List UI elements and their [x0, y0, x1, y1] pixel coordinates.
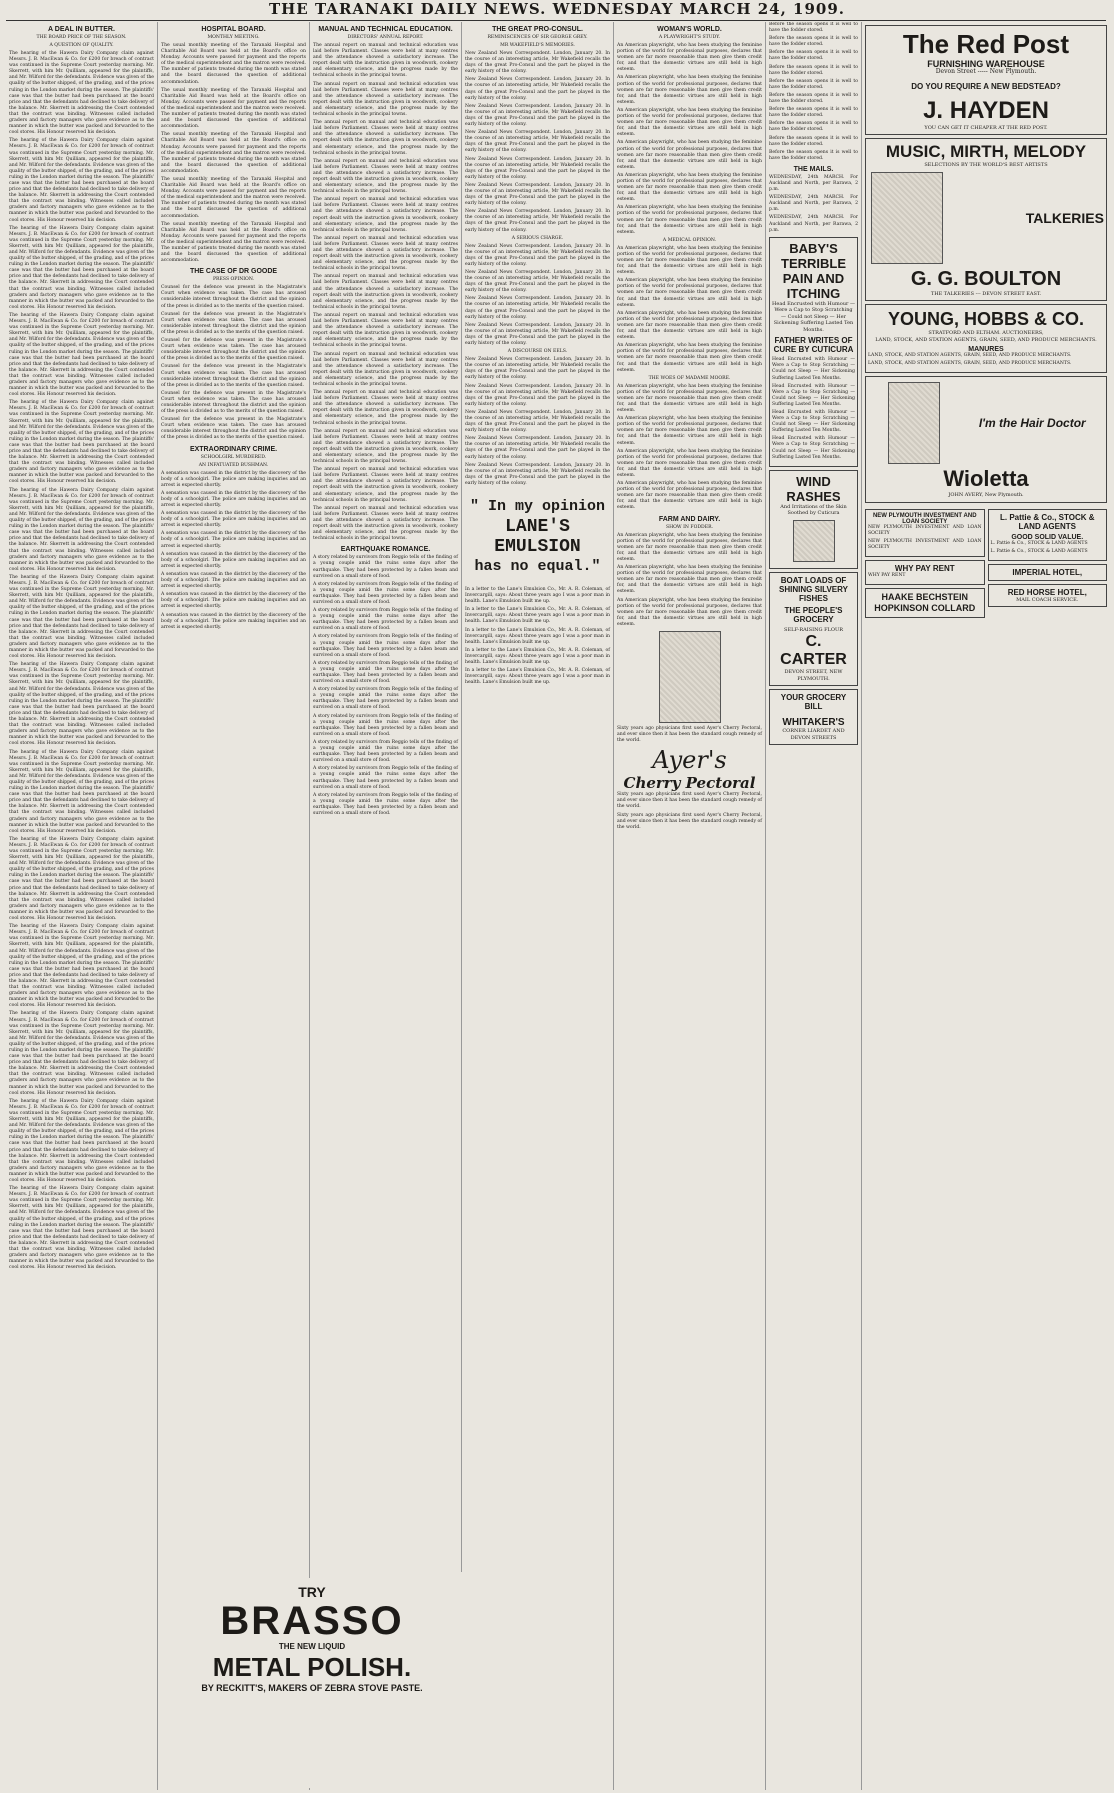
article-body: Counsel for the defence was present in the Magistrate's Court when evidence was taken. The case has aroused considerable interest throughout the district and the opinion of the press is divided as to the merits of the question raised. — [161, 390, 306, 415]
ad-headline: YOUR GROCERY BILL — [780, 693, 847, 712]
article-body: The hearing of the Hawera Dairy Company claim against Messrs. J. B. MacEwan & Co. for £200 for breach of contract was continued in the Supreme Court yesterday morning. Mr. Skerrett, with him Mr. Quilliam, appeared for the plaintiffs, and Mr. Wilford for the defendants. Evidence was given of the quality of the butter shipped, of the grading, and of the prices ruling in the London market during the season. The plaintiffs' case was that the butter had been purchased at the board price and that the defendants had declined to take delivery of the balance. Mr. Skerrett in addressing the Court contended that the contract was binding. Witnesses called included graders and factory managers who gave evidence as to the manner in which the butter was packed and forwarded to the cool stores. His Honour reserved his decision. — [9, 1098, 154, 1183]
article-body: The annual report on manual and technical education was laid before Parliament. Classes were held at many centres and the attendance showed a satisfactory increase. The report dealt with the instruction given in woodwork, cookery and elementary science, and the progress made by the technical schools in the principal towns. — [313, 467, 458, 503]
article-body: Before the season opens it is well to have the fodder stored. — [769, 36, 858, 48]
article-body: Counsel for the defence was present in the Magistrate's Court when evidence was taken. The case has aroused considerable interest throughout the district and the opinion of the press is divided as to the merits of the question raised. — [161, 311, 306, 335]
pay-rent-ad — [865, 560, 985, 585]
ad-wioletta: Wioletta — [943, 466, 1029, 492]
article-body: An American playwright, who has been studying the feminine portion of the world for professional purposes, declares that women are far more reasonable than men give them credit for, and that the domestic virtues are still held in high esteem. — [617, 43, 762, 73]
ad-quote-line: " In my opinion — [469, 498, 606, 515]
article-subheading: A DISCOURSE ON EELS. — [507, 349, 568, 355]
article-body: New Zealand News Correspondent. London, January 20. In the course of an interesting article, Mr Wakefield recalls the days of the great Pro-Consul and the part he played in the early history of the colony. — [465, 130, 610, 154]
article-body: Sixty years ago physicians first used Ayer's Cherry Pectoral, and ever since then it has been the standard cough remedy of the world. — [617, 792, 762, 810]
wind-rashes-ad — [769, 470, 858, 569]
cuticura-ad — [769, 237, 858, 467]
ad-boulton: G. G. BOULTON — [910, 267, 1062, 290]
ad-red-post-title: The Red Post — [902, 29, 1070, 59]
article-body: Counsel for the defence was present in the Magistrate's Court when evidence was taken. The case has aroused considerable interest throughout the district and the opinion of the press is divided as to the merits of the question raised. — [161, 417, 306, 441]
ad-subtext: Head Encrusted with Humour — Were a Cap to Stop Scratching — Could not Sleep — Her Sickening Suffering Lasted Ten Months. — [772, 300, 855, 333]
article-body: An American playwright, who has been studying the feminine portion of the world for professional purposes, declares that women are far more reasonable than men give them credit for, and that the domestic virtues are still held in high esteem. — [617, 416, 762, 446]
article-heading: THE MAILS. — [793, 165, 834, 173]
article-body: An American playwright, who has been studying the feminine portion of the world for professional purposes, declares that women are far more reasonable than men give them credit for, and that the domestic virtues are still held in high esteem. — [617, 75, 762, 105]
article-body: An American playwright, who has been studying the feminine portion of the world for professional purposes, declares that women are far more reasonable than men give them credit for, and that the domestic virtues are still held in high esteem. — [617, 140, 762, 170]
article-subheading: A QUESTION OF QUALITY. — [49, 43, 114, 48]
article-body: New Zealand News Correspondent. London, January 20. In the course of an interesting article, Mr Wakefield recalls the days of the great Pro-Consul and the part he played in the early history of the colony. — [465, 383, 610, 407]
article-body: Counsel for the defence was present in the Magistrate's Court when evidence was taken. The case has aroused considerable interest throughout the district and the opinion of the press is divided as to the merits of the question raised. — [161, 364, 306, 388]
article-body: The hearing of the Hawera Dairy Company claim against Messrs. J. B. MacEwan & Co. for £200 for breach of contract was continued in the Supreme Court yesterday morning. Mr. Skerrett, with him Mr. Quilliam, appeared for the plaintiffs, and Mr. Wilford for the defendants. Evidence was given of the quality of the butter shipped, of the grading, and of the prices ruling in the London market during the season. The plaintiffs' case was that the butter had been purchased at the board price and that the defendants had declined to take delivery of the balance. Mr. Skerrett in addressing the Court contended that the contract was binding. Witnesses called included graders and factory managers who gave evidence as to the manner in which the butter was packed and forwarded to the cool stores. His Honour reserved his decision. — [9, 749, 154, 834]
article-body: A sensation was caused in the district by the discovery of the body of a schoolgirl. The police are making inquiries and an arrest is expected shortly. — [161, 531, 306, 549]
article-body: A story related by survivors from Reggio tells of the finding of a young couple amid the ruins some days after the earthquake. They had been protected by a fallen beam and survived on a small store of food. — [313, 555, 458, 579]
wioletta-ad — [865, 376, 1107, 503]
article-body: Before the season opens it is well to have the fodder stored. — [769, 50, 858, 62]
lanes-emulsion-ad — [465, 497, 610, 577]
article-body: The hearing of the Hawera Dairy Company claim against Messrs. J. B. MacEwan & Co. for £200 for breach of contract was continued in the Supreme Court yesterday morning. Mr. Skerrett, with him Mr. Quilliam, appeared for the plaintiffs, and Mr. Wilford for the defendants. Evidence was given of the quality of the butter shipped, of the grading, and of the prices ruling in the London market during the season. The plaintiffs' case was that the butter had been purchased at the board price and that the defendants had declined to take delivery of the balance. Mr. Skerrett in addressing the Court contended that the contract was binding. Witnesses called included graders and factory managers who gave evidence as to the manner in which the butter was packed and forwarded to the cool stores. His Honour reserved his decision. — [9, 924, 154, 1009]
red-post-ad — [865, 25, 1107, 135]
article-body: New Zealand News Correspondent. London, January 20. In the course of an interesting article, Mr Wakefield recalls the days of the great Pro-Consul and the part he played in the early history of the colony. — [465, 51, 610, 75]
article-body: New Zealand News Correspondent. London, January 20. In the course of an interesting article, Mr Wakefield recalls the days of the great Pro-Consul and the part he played in the early history of the colony. — [465, 156, 610, 180]
article-body: L. Pattie & Co., STOCK & LAND AGENTS — [990, 540, 1088, 546]
ad-address: CORNER LIARDET AND DEVON STREETS — [782, 728, 845, 741]
article-body: New Zealand News Correspondent. London, January 20. In the course of an interesting article, Mr Wakefield recalls the days of the great Pro-Consul and the part he played in the early history of the colony. — [465, 462, 610, 486]
article-body: NEW PLYMOUTH INVESTMENT AND LOAN SOCIETY — [868, 538, 982, 550]
article-body: The annual report on manual and technical education was laid before Parliament. Classes were held at many centres and the attendance showed a satisfactory increase. The report dealt with the instruction given in woodwork, cookery and elementary science, and the progress made by the technical schools in the principal towns. — [313, 81, 458, 118]
article-body: Head Encrusted with Humour — Were a Cap to Stop Scratching — Could not Sleep — Her Sickening Suffering Lasted Ten Months. — [772, 383, 855, 407]
ad-subtext: LAND, STOCK, AND STATION AGENTS, GRAIN, SEED, AND PRODUCE MERCHANTS. — [875, 336, 1097, 343]
article-body: An American playwright, who has been studying the feminine portion of the world for professional purposes, declares that women are far more reasonable than men give them credit for, and that the domestic virtues are still held in high esteem. — [617, 481, 762, 511]
ad-headline: L. Pattie & Co., STOCK & LAND AGENTS — [999, 512, 1095, 531]
article-body: A story related by survivors from Reggio tells of the finding of a young couple amid the ruins some days after the earthquake. They had been protected by a fallen beam and survived on a small store of food. — [313, 581, 458, 605]
ad-quote-line: LANE'S — [505, 517, 570, 537]
ad-metal-polish: METAL POLISH. — [212, 1652, 412, 1682]
column-mails-and-ads — [766, 22, 862, 1790]
article-body: The hearing of the Hawera Dairy Company claim against Messrs. J. B. MacEwan & Co. for £200 for breach of contract was continued in the Supreme Court yesterday morning. Mr. Skerrett, with him Mr. Quilliam, appeared for the plaintiffs, and Mr. Wilford for the defendants. Evidence was given of the quality of the butter shipped, of the grading, and of the prices ruling in the London market during the season. The plaintiffs' case was that the butter had been purchased at the board price and that the defendants had declined to take delivery of the balance. Mr. Skerrett in addressing the Court contended that the contract was binding. Witnesses called included graders and factory managers who gave evidence as to the manner in which the butter was packed and forwarded to the cool stores. His Honour reserved his decision. — [9, 1011, 154, 1096]
article-body: The usual monthly meeting of the Taranaki Hospital and Charitable Aid Board was held at the Board's office on Monday. Accounts were passed for payment and the reports of the medical superintendent and the matron were received. The number of patients treated during the month was stated and the board discussed the question of additional accommodation. — [161, 176, 306, 219]
article-body: The hearing of the Hawera Dairy Company claim against Messrs. J. B. MacEwan & Co. for £200 for breach of contract was continued in the Supreme Court yesterday morning. Mr. Skerrett, with him Mr. Quilliam, appeared for the plaintiffs, and Mr. Wilford for the defendants. Evidence was given of the quality of the butter shipped, of the grading, and of the prices ruling in the London market during the season. The plaintiffs' case was that the butter had been purchased at the board price and that the defendants had declined to take delivery of the balance. Mr. Skerrett in addressing the Court contended that the contract was binding. Witnesses called included graders and factory managers who gave evidence as to the manner in which the butter was packed and forwarded to the cool stores. His Honour reserved his decision. — [9, 225, 154, 310]
article-body: Sixty years ago physicians first used Ayer's Cherry Pectoral, and ever since then it has been the standard cough remedy of the world. — [617, 812, 762, 830]
article-body: A story related by survivors from Reggio tells of the finding of a young couple amid the ruins some days after the earthquake. They had been protected by a fallen beam and survived on a small store of food. — [313, 687, 458, 711]
article-body: In a letter to the Lane's Emulsion Co., Mr. A. R. Coleman, of Invercargill, says: About three years ago I was a poor man in health. Lane's Emulsion built me up. — [465, 668, 610, 686]
column-great-pro-consul — [462, 22, 614, 1790]
article-body: Before the season opens it is well to have the fodder stored. — [769, 64, 858, 76]
article-body: The annual report on manual and technical education was laid before Parliament. Classes were held at many centres and the attendance showed a satisfactory increase. The report dealt with the instruction given in woodwork, cookery and elementary science, and the progress made by the technical schools in the principal towns. — [313, 428, 458, 465]
ad-headline: HAAKE BECHSTEIN HOPKINSON COLLARD — [874, 592, 976, 614]
article-body: The annual report on manual and technical education was laid before Parliament. Classes were held at many centres and the attendance showed a satisfactory increase. The report dealt with the instruction given in woodwork, cookery and elementary science, and the progress made by the technical schools in the principal towns. — [313, 158, 458, 195]
edison-portrait — [871, 172, 943, 264]
article-body: In a letter to the Lane's Emulsion Co., Mr. A. R. Coleman, of Invercargill, says: About three years ago I was a poor man in health. Lane's Emulsion built me up. — [465, 587, 610, 605]
grocery-ad — [769, 572, 858, 687]
article-subheading: DIRECTORS' ANNUAL REPORT. — [347, 35, 424, 40]
article-body: New Zealand News Correspondent. London, January 20. In the course of an interesting article, Mr Wakefield recalls the days of the great Pro-Consul and the part he played in the early history of the colony. — [465, 77, 610, 101]
article-body: An American playwright, who has been studying the feminine portion of the world for professional purposes, declares that women are far more reasonable than men give them credit for, and that the domestic virtues are still held in high esteem. — [617, 343, 762, 373]
article-body: New Zealand News Correspondent. London, January 20. In the course of an interesting article, Mr Wakefield recalls the days of the great Pro-Consul and the part he played in the early history of the colony. — [465, 409, 610, 434]
article-heading: THE CASE OF DR GOODE — [189, 268, 278, 276]
article-body: New Zealand News Correspondent. London, January 20. In the course of an interesting article, Mr Wakefield recalls the days of the great Pro-Consul and the part he played in the early history of the colony. — [465, 209, 610, 233]
masthead: THE TARANAKI DAILY NEWS. WEDNESDAY MARCH 24, 1909. — [268, 0, 846, 18]
article-body: Before the season opens it is well to have the fodder stored. — [769, 149, 858, 161]
article-body: Before the season opens it is well to have the fodder stored. — [769, 78, 858, 90]
wind-rashes-illustration — [793, 520, 835, 562]
article-body: The annual report on manual and technical education was laid before Parliament. Classes were held at many centres and the attendance showed a satisfactory increase. The report dealt with the instruction given in woodwork, cookery and elementary science, and the progress made by the technical schools in the principal towns. — [313, 274, 458, 310]
article-body: In a letter to the Lane's Emulsion Co., Mr. A. R. Coleman, of Invercargill, says: About three years ago I was a poor man in health. Lane's Emulsion built me up. — [465, 607, 610, 625]
ad-maker: BY RECKITT'S, MAKERS OF ZEBRA STOVE PASTE. — [201, 1683, 423, 1693]
ad-headline: WHY PAY RENT — [894, 564, 955, 574]
article-body: A sensation was caused in the district by the discovery of the body of a schoolgirl. The police are making inquiries and an arrest is expected shortly. — [161, 551, 306, 569]
investment-society-ad — [865, 509, 985, 557]
article-heading: MANUAL AND TECHNICAL EDUCATION. — [318, 26, 453, 33]
ad-quote-line: has no equal." — [474, 558, 601, 575]
ad-young-hobbs: YOUNG, HOBBS & CO. — [887, 309, 1084, 329]
article-subheading: SHOW IN FODDER. — [666, 524, 713, 530]
article-body: A story related by survivors from Reggio tells of the finding of a young couple amid the ruins some days after the earthquake. They had been protected by a fallen beam and survived on a small store of food. — [313, 713, 458, 737]
article-body: The hearing of the Hawera Dairy Company claim against Messrs. J. B. MacEwan & Co. for £200 for breach of contract was continued in the Supreme Court yesterday morning. Mr. Skerrett, with him Mr. Quilliam, appeared for the plaintiffs, and Mr. Wilford for the defendants. Evidence was given of the quality of the butter shipped, of the grading, and of the prices ruling in the London market during the season. The plaintiffs' case was that the butter had been purchased at the board price and that the defendants had declined to take delivery of the balance. Mr. Skerrett in addressing the Court contended that the contract was binding. Witnesses called included graders and factory managers who gave evidence as to the manner in which the butter was packed and forwarded to the cool stores. His Honour reserved his decision. — [9, 138, 154, 223]
ad-tagline: THE NEW LIQUID — [278, 1642, 346, 1651]
article-subheading: AN INFATUATED BUSHMAN. — [198, 462, 269, 468]
article-subheading: THE WOES OF MADAME MOORE. — [648, 375, 731, 381]
ad-headline: WIND RASHES — [786, 473, 841, 504]
article-body: In a letter to the Lane's Emulsion Co., Mr. A. R. Coleman, of Invercargill, says: About three years ago I was a poor man in health. Lane's Emulsion built me up. — [465, 647, 610, 666]
imperial-hotel-ad — [988, 564, 1108, 581]
article-body: The hearing of the Hawera Dairy Company claim against Messrs. J. B. MacEwan & Co. for £200 for breach of contract was continued in the Supreme Court yesterday morning. Mr. Skerrett, with him Mr. Quilliam, appeared for the plaintiffs, and Mr. Wilford for the defendants. Evidence was given of the quality of the butter shipped, of the grading, and of the prices ruling in the London market during the season. The plaintiffs' case was that the butter had been purchased at the board price and that the defendants had declined to take delivery of the balance. Mr. Skerrett in addressing the Court contended that the contract was binding. Witnesses called included graders and factory managers who gave evidence as to the manner in which the butter was packed and forwarded to the cool stores. His Honour reserved his decision. — [9, 662, 154, 747]
article-body: The hearing of the Hawera Dairy Company claim against Messrs. J. B. MacEwan & Co. for £200 for breach of contract was continued in the Supreme Court yesterday morning. Mr. Skerrett, with him Mr. Quilliam, appeared for the plaintiffs, and Mr. Wilford for the defendants. Evidence was given of the quality of the butter shipped, of the grading, and of the prices ruling in the London market during the season. The plaintiffs' case was that the butter had been purchased at the board price and that the defendants had declined to take delivery of the balance. Mr. Skerrett in addressing the Court contended that the contract was binding. Witnesses called included graders and factory managers who gave evidence as to the manner in which the butter was packed and forwarded to the cool stores. His Honour reserved his decision. — [9, 487, 154, 572]
column-advertisements — [862, 22, 1110, 1790]
ad-carter: C. CARTER — [780, 633, 847, 669]
article-body: A story related by survivors from Reggio tells of the finding of a young couple amid the ruins some days after the earthquake. They had been protected by a fallen beam and survived on a small store of food. — [313, 739, 458, 764]
ad-subtext: JOHN AVERY, New Plymouth. — [948, 492, 1024, 499]
article-body: LAND, STOCK, AND STATION AGENTS, GRAIN, SEED, AND PRODUCE MERCHANTS. — [868, 353, 1072, 358]
ad-talkeries: TALKERIES — [1025, 209, 1104, 226]
article-body: Before the season opens it is well to have the fodder stored. — [769, 135, 858, 147]
article-body: A story related by survivors from Reggio tells of the finding of a young couple amid the ruins some days after the earthquake. They had been protected by a fallen beam and survived on a small store of food. — [313, 792, 458, 816]
article-body: New Zealand News Correspondent. London, January 20. In the course of an interesting article, Mr Wakefield recalls the days of the great Pro-Consul and the part he played in the early history of the colony. — [465, 436, 610, 460]
ad-headline: BOAT LOADS OF SHINING SILVERY FISHES — [779, 575, 848, 603]
column-hospital-board — [158, 22, 310, 1790]
ad-subtext: THE TALKERIES --- DEVON STREET EAST. — [930, 290, 1042, 297]
young-hobbs-ad — [865, 304, 1107, 373]
article-body: Head Encrusted with Humour — Were a Cap to Stop Scratching — Could not Sleep — Her Sickening Suffering Lasted Ten Months. — [772, 357, 855, 381]
article-body: New Zealand News Correspondent. London, January 20. In the course of an interesting article, Mr Wakefield recalls the days of the great Pro-Consul and the part he played in the early history of the colony. — [465, 182, 610, 207]
article-heading: EXTRAORDINARY CRIME. — [189, 445, 278, 453]
article-body: New Zealand News Correspondent. London, January 20. In the course of an interesting article, Mr Wakefield recalls the days of the great Pro-Consul and the part he played in the early history of the colony. — [465, 270, 610, 294]
ad-headline: RED HORSE HOTEL, — [1007, 587, 1087, 597]
left-ads — [865, 506, 985, 621]
article-body: The annual report on manual and technical education was laid before Parliament. Classes were held at many centres and the attendance showed a satisfactory increase. The report dealt with the instruction given in woodwork, cookery and elementary science, and the progress made by the technical schools in the principal towns. — [313, 351, 458, 387]
article-body: The annual report on manual and technical education was laid before Parliament. Classes were held at many centres and the attendance showed a satisfactory increase. The report dealt with the instruction given in woodwork, cookery and elementary science, and the progress made by the technical schools in the principal towns. — [313, 120, 458, 156]
article-body: The hearing of the Hawera Dairy Company claim against Messrs. J. B. MacEwan & Co. for £200 for breach of contract was continued in the Supreme Court yesterday morning. Mr. Skerrett, with him Mr. Quilliam, appeared for the plaintiffs, and Mr. Wilford for the defendants. Evidence was given of the quality of the butter shipped, of the grading, and of the prices ruling in the London market during the season. The plaintiffs' case was that the butter had been purchased at the board price and that the defendants had declined to take delivery of the balance. Mr. Skerrett in addressing the Court contended that the contract was binding. Witnesses called included graders and factory managers who gave evidence as to the manner in which the butter was packed and forwarded to the cool stores. His Honour reserved his decision. — [9, 574, 154, 660]
article-heading: WOMAN'S WORLD. — [657, 26, 722, 33]
ad-subtext: YOU CAN GET IT CHEAPER AT THE RED POST. — [924, 124, 1048, 131]
ad-hayden: J. HAYDEN — [923, 96, 1049, 124]
brasso-advertisement — [162, 1578, 462, 1788]
ad-subtext: And Irritations of the Skin Soothed by Cuticura — [780, 503, 847, 517]
ad-hair-doctor: I'm the Hair Doctor — [978, 416, 1086, 431]
article-body: A story related by survivors from Reggio tells of the finding of a young couple amid the ruins some days after the earthquake. They had been protected by a fallen beam and survived on a small store of food. — [313, 766, 458, 790]
article-subheading: A SERIOUS CHARGE. — [511, 235, 564, 241]
article-subheading: PRESS OPINION. — [212, 277, 255, 283]
article-subheading: A PLAYWRIGHT'S STUDY. — [658, 35, 721, 40]
article-heading: THE GREAT PRO-CONSUL. — [492, 26, 583, 33]
ad-brasso-brand: BRASSO — [220, 1599, 404, 1643]
article-body: New Zealand News Correspondent. London, January 20. In the course of an interesting article, Mr Wakefield recalls the days of the great Pro-Consul and the part he played in the early history of the colony. — [465, 322, 610, 347]
piano-ad — [865, 588, 985, 618]
article-body: An American playwright, who has been studying the feminine portion of the world for professional purposes, declares that women are far more reasonable than men give them credit for, and that the domestic virtues are still held in high esteem. — [617, 278, 762, 308]
article-body: Counsel for the defence was present in the Magistrate's Court when evidence was taken. The case has aroused considerable interest throughout the district and the opinion of the press is divided as to the merits of the question raised. — [161, 338, 306, 362]
ad-headline: MUSIC, MIRTH, MELODY — [885, 142, 1087, 161]
article-subheading: MR WAKEFIELD'S MEMORIES. — [500, 43, 575, 48]
masthead-rule — [6, 20, 1106, 21]
article-heading: HOSPITAL BOARD. — [201, 26, 266, 33]
article-body: The annual report on manual and technical education was laid before Parliament. Classes were held at many centres and the attendance showed a satisfactory increase. The report dealt with the instruction given in woodwork, cookery and elementary science, and the progress made by the technical schools in the principal towns. — [313, 235, 458, 272]
article-body: The usual monthly meeting of the Taranaki Hospital and Charitable Aid Board was held at the Board's office on Monday. Accounts were passed for payment and the reports of the medical superintendent and the matron were received. The number of patients treated during the month was stated and the board discussed the question of additional accommodation. — [161, 221, 306, 264]
article-body: New Zealand News Correspondent. London, January 20. In the course of an interesting article, Mr Wakefield recalls the days of the great Pro-Consul and the part he played in the early history of the colony. — [465, 103, 610, 128]
ad-subtitle: FURNISHING WAREHOUSE — [927, 59, 1045, 69]
article-body: A sensation was caused in the district by the discovery of the body of a schoolgirl. The police are making inquiries and an arrest is expected shortly. — [161, 511, 306, 529]
ad-headline: PAIN AND ITCHING — [782, 270, 845, 301]
column-technical-education — [310, 22, 462, 1572]
ad-headline: BABY'S TERRIBLE — [781, 240, 846, 271]
article-body: A sensation was caused in the district by the discovery of the body of a schoolgirl. The police are making inquiries and an arrest is expected shortly. — [161, 490, 306, 508]
article-body: An American playwright, who has been studying the feminine portion of the world for professional purposes, declares that women are far more reasonable than men give them credit for, and that the domestic virtues are still held in high esteem. — [617, 245, 762, 276]
right-ads — [988, 506, 1108, 621]
tonic-bottle-illustration — [888, 382, 940, 464]
pattie-ad — [988, 509, 1108, 561]
ad-subtext: MAIL COACH SERVICE. — [1016, 596, 1079, 603]
article-subheading: A MEDICAL OPINION. — [662, 237, 717, 243]
article-heading: EARTHQUAKE ROMANCE. — [340, 546, 431, 554]
article-body: An American playwright, who has been studying the feminine portion of the world for professional purposes, declares that women are far more reasonable than men give them credit for, and that the domestic virtues are still held in high esteem. — [617, 205, 762, 235]
ad-subheadline: FATHER WRITES OF CURE BY CUTICURA — [773, 336, 854, 355]
article-subheading: SCHOOLGIRL MURDERED. — [200, 454, 267, 460]
article-body: New Zealand News Correspondent. London, January 20. In the course of an interesting article, Mr Wakefield recalls the days of the great Pro-Consul and the part he played in the early history of the colony. — [465, 296, 610, 320]
article-heading: A DEAL IN BUTTER. — [48, 26, 115, 33]
ad-quote-line: EMULSION — [494, 537, 581, 557]
article-body: A sensation was caused in the district by the discovery of the body of a schoolgirl. The police are making inquiries and an arrest is expected shortly. — [161, 612, 306, 630]
article-body: LAND, STOCK, AND STATION AGENTS, GRAIN, SEED, AND PRODUCE MERCHANTS. — [868, 361, 1072, 367]
article-body: The usual monthly meeting of the Taranaki Hospital and Charitable Aid Board was held at the Board's office on Monday. Accounts were passed for payment and the reports of the medical superintendent and the matron were received. The number of patients treated during the month was stated and the board discussed the question of additional accommodation. — [161, 43, 306, 85]
article-body: The hearing of the Hawera Dairy Company claim against Messrs. J. B. MacEwan & Co. for £200 for breach of contract was continued in the Supreme Court yesterday morning. Mr. Skerrett, with him Mr. Quilliam, appeared for the plaintiffs, and Mr. Wilford for the defendants. Evidence was given of the quality of the butter shipped, of the grading, and of the prices ruling in the London market during the season. The plaintiffs' case was that the butter had been purchased at the board price and that the defendants had declined to take delivery of the balance. Mr. Skerrett in addressing the Court contended that the contract was binding. Witnesses called included graders and factory managers who gave evidence as to the manner in which the butter was packed and forwarded to the cool stores. His Honour reserved his decision. — [9, 312, 154, 398]
ad-address: Devon Street ----- New Plymouth. — [935, 68, 1037, 75]
ad-manures: MANURES — [968, 346, 1004, 353]
article-body: Before the season opens it is well to have the fodder stored. — [769, 22, 858, 34]
article-body: A sensation was caused in the district by the discovery of the body of a schoolgirl. The police are making inquiries and an arrest is expected shortly. — [161, 571, 306, 590]
article-body: The hearing of the Hawera Dairy Company claim against Messrs. J. B. MacEwan & Co. for £200 for breach of contract was continued in the Supreme Court yesterday morning. Mr. Skerrett, with him Mr. Quilliam, appeared for the plaintiffs, and Mr. Wilford for the defendants. Evidence was given of the quality of the butter shipped, of the grading, and of the prices ruling in the London market during the season. The plaintiffs' case was that the butter had been purchased at the board price and that the defendants had declined to take delivery of the balance. Mr. Skerrett in addressing the Court contended that the contract was binding. Witnesses called included graders and factory managers who gave evidence as to the manner in which the butter was packed and forwarded to the cool stores. His Honour reserved his decision. — [9, 51, 154, 136]
ad-question: DO YOU REQUIRE A NEW BEDSTEAD? — [911, 81, 1061, 91]
ad-ayer-brand: Ayer's — [652, 746, 727, 775]
ad-cherry-pectoral: Cherry Pectoral — [623, 774, 756, 793]
article-body: The hearing of the Hawera Dairy Company claim against Messrs. J. B. MacEwan & Co. for £200 for breach of contract was continued in the Supreme Court yesterday morning. Mr. Skerrett, with him Mr. Quilliam, appeared for the plaintiffs, and Mr. Wilford for the defendants. Evidence was given of the quality of the butter shipped, of the grading, and of the prices ruling in the London market during the season. The plaintiffs' case was that the butter had been purchased at the board price and that the defendants had declined to take delivery of the balance. Mr. Skerrett in addressing the Court contended that the contract was binding. Witnesses called included graders and factory managers who gave evidence as to the manner in which the butter was packed and forwarded to the cool stores. His Honour reserved his decision. — [9, 1186, 154, 1271]
article-body: The annual report on manual and technical education was laid before Parliament. Classes were held at many centres and the attendance showed a satisfactory increase. The report dealt with the instruction given in woodwork, cookery and elementary science, and the progress made by the technical schools in the principal towns. — [313, 43, 458, 79]
article-body: Before the season opens it is well to have the fodder stored. — [769, 121, 858, 133]
ad-address: DEVON STREET, NEW PLYMOUTH. — [784, 669, 843, 682]
ad-subtext: STRATFORD AND ELTHAM. AUCTIONEERS, — [928, 330, 1044, 336]
article-body: The usual monthly meeting of the Taranaki Hospital and Charitable Aid Board was held at the Board's office on Monday. Accounts were passed for payment and the reports of the medical superintendent and the matron were received. The number of patients treated during the month was stated and the board discussed the question of additional accommodation. — [161, 87, 306, 130]
article-body: Before the season opens it is well to have the fodder stored. — [769, 92, 858, 105]
article-body: An American playwright, who has been studying the feminine portion of the world for professional purposes, declares that women are far more reasonable than men give them credit for, and that the domestic virtues are still held in high esteem. — [617, 107, 762, 138]
article-body: WHY PAY RENT — [868, 573, 906, 579]
article-body: An American playwright, who has been studying the feminine portion of the world for professional purposes, declares that women are far more reasonable than men give them credit for, and that the domestic virtues are still held in high esteem. — [617, 448, 762, 478]
article-body: Head Encrusted with Humour — Were a Cap to Stop Scratching — Could not Sleep — Her Sickening Suffering Lasted Ten Months. — [772, 409, 855, 434]
mails-text: WEDNESDAY, 24th MARCH. For Auckland and North, per Rarawa, 2 p.m. — [769, 215, 858, 233]
article-body: The annual report on manual and technical education was laid before Parliament. Classes were held at many centres and the attendance showed a satisfactory increase. The report dealt with the instruction given in woodwork, cookery and elementary science, and the progress made by the technical schools in the principal towns. — [313, 505, 458, 542]
article-body: The hearing of the Hawera Dairy Company claim against Messrs. J. B. MacEwan & Co. for £200 for breach of contract was continued in the Supreme Court yesterday morning. Mr. Skerrett, with him Mr. Quilliam, appeared for the plaintiffs, and Mr. Wilford for the defendants. Evidence was given of the quality of the butter shipped, of the grading, and of the prices ruling in the London market during the season. The plaintiffs' case was that the butter had been purchased at the board price and that the defendants had declined to take delivery of the balance. Mr. Skerrett in addressing the Court contended that the contract was binding. Witnesses called included graders and factory managers who gave evidence as to the manner in which the butter was packed and forwarded to the cool stores. His Honour reserved his decision. — [9, 400, 154, 485]
article-body: Sixty years ago physicians first used Ayer's Cherry Pectoral, and ever since then it has been the standard cough remedy of the world. — [617, 725, 762, 744]
article-body: An American playwright, who has been studying the feminine portion of the world for professional purposes, declares that women are far more reasonable than men give them credit for, and that the domestic virtues are still held in high esteem. — [617, 172, 762, 203]
ad-subtext: SELECTIONS BY THE WORLD'S BEST ARTISTS — [924, 162, 1048, 168]
talkeries-ad — [865, 138, 1107, 301]
article-body: A story related by survivors from Reggio tells of the finding of a young couple amid the ruins some days after the earthquake. They had been protected by a fallen beam and survived on a small store of food. — [313, 660, 458, 685]
ad-subheadline: GOOD SOLID VALUE. — [1011, 533, 1084, 541]
article-subheading: REMINISCENCES OF SIR GEORGE GREY. — [487, 35, 588, 40]
ad-whitaker: WHITAKER'S — [782, 717, 845, 729]
article-subheading: THE BOARD PRICE OF THE SEASON. — [36, 35, 127, 40]
ad-headline: NEW PLYMOUTH INVESTMENT AND LOAN SOCIETY — [872, 512, 977, 525]
article-body: The annual report on manual and technical education was laid before Parliament. Classes were held at many centres and the attendance showed a satisfactory increase. The report dealt with the instruction given in woodwork, cookery and elementary science, and the progress made by the technical schools in the principal towns. — [313, 197, 458, 233]
article-body: The hearing of the Hawera Dairy Company claim against Messrs. J. B. MacEwan & Co. for £200 for breach of contract was continued in the Supreme Court yesterday morning. Mr. Skerrett, with him Mr. Quilliam, appeared for the plaintiffs, and Mr. Wilford for the defendants. Evidence was given of the quality of the butter shipped, of the grading, and of the prices ruling in the London market during the season. The plaintiffs' case was that the butter had been purchased at the board price and that the defendants had declined to take delivery of the balance. Mr. Skerrett in addressing the Court contended that the contract was binding. Witnesses called included graders and factory managers who gave evidence as to the manner in which the butter was packed and forwarded to the cool stores. His Honour reserved his decision. — [9, 836, 154, 922]
ad-try: TRY — [298, 1584, 326, 1600]
ad-headline: IMPERIAL HOTEL, — [1012, 567, 1083, 577]
article-body: The annual report on manual and technical education was laid before Parliament. Classes were held at many centres and the attendance showed a satisfactory increase. The report dealt with the instruction given in woodwork, cookery and elementary science, and the progress made by the technical schools in the principal towns. — [313, 312, 458, 349]
article-body: New Zealand News Correspondent. London, January 20. In the course of an interesting article, Mr Wakefield recalls the days of the great Pro-Consul and the part he played in the early history of the colony. — [465, 243, 610, 267]
article-body: Before the season opens it is well to have the fodder stored. — [769, 107, 858, 119]
red-horse-hotel-ad — [988, 584, 1108, 608]
bottom-ads-row — [865, 506, 1107, 621]
grocery-bill-ad — [769, 689, 858, 745]
article-body: NEW PLYMOUTH INVESTMENT AND LOAN SOCIETY — [868, 524, 982, 536]
article-body: An American playwright, who has been studying the feminine portion of the world for professional purposes, declares that women are far more reasonable than men give them credit for, and that the domestic virtues are still held in high esteem. — [617, 532, 762, 562]
column-womans-world — [614, 22, 766, 1790]
article-body: Head Encrusted with Humour — Were a Cap to Stop Scratching — Could not Sleep — Her Sickening Suffering Lasted Ten Months. — [772, 436, 855, 460]
article-body: An American playwright, who has been studying the feminine portion of the world for professional purposes, declares that women are far more reasonable than men give them credit for, and that the domestic virtues are still held in high esteem. — [617, 383, 762, 414]
ad-headline: THE PEOPLE'S GROCERY — [784, 605, 843, 624]
article-body: A story related by survivors from Reggio tells of the finding of a young couple amid the ruins some days after the earthquake. They had been protected by a fallen beam and survived on a small store of food. — [313, 608, 458, 632]
article-body: An American playwright, who has been studying the feminine portion of the world for professional purposes, declares that women are far more reasonable than men give them credit for, and that the domestic virtues are still held in high esteem. — [617, 597, 762, 627]
article-subheading: MONTHLY MEETING. — [207, 35, 260, 40]
mails-text: WEDNESDAY, 24th MARCH. For Auckland and North, per Rarawa, 2 p.m. — [769, 174, 858, 193]
article-body: Counsel for the defence was present in the Magistrate's Court when evidence was taken. The case has aroused considerable interest throughout the district and the opinion of the press is divided as to the merits of the question raised. — [161, 285, 306, 309]
article-body: A story related by survivors from Reggio tells of the finding of a young couple amid the ruins some days after the earthquake. They had been protected by a fallen beam and survived on a small store of food. — [313, 634, 458, 658]
article-body: In a letter to the Lane's Emulsion Co., Mr. A. R. Coleman, of Invercargill, says: About three years ago I was a poor man in health. Lane's Emulsion built me up. — [465, 627, 610, 645]
article-body: A sensation was caused in the district by the discovery of the body of a schoolgirl. The police are making inquiries and an arrest is expected shortly. — [161, 592, 306, 610]
article-body: L. Pattie & Co., STOCK & LAND AGENTS — [990, 548, 1088, 554]
article-body: An American playwright, who has been studying the feminine portion of the world for professional purposes, declares that women are far more reasonable than men give them credit for, and that the domestic virtues are still held in high esteem. — [617, 565, 762, 595]
article-body: A sensation was caused in the district by the discovery of the body of a schoolgirl. The police are making inquiries and an arrest is expected shortly. — [161, 470, 306, 488]
column-deal-in-butter — [6, 22, 158, 1790]
article-body: An American playwright, who has been studying the feminine portion of the world for professional purposes, declares that women are far more reasonable than men give them credit for, and that the domestic virtues are still held in high esteem. — [617, 310, 762, 341]
article-heading: FARM AND DAIRY. — [658, 515, 721, 523]
article-body: The annual report on manual and technical education was laid before Parliament. Classes were held at many centres and the attendance showed a satisfactory increase. The report dealt with the instruction given in woodwork, cookery and elementary science, and the progress made by the technical schools in the principal towns. — [313, 390, 458, 426]
ad-subtext: SELF-RAISING FLOUR — [784, 626, 843, 633]
article-body: The usual monthly meeting of the Taranaki Hospital and Charitable Aid Board was held at the Board's office on Monday. Accounts were passed for payment and the reports of the medical superintendent and the matron were received. The number of patients treated during the month was stated and the board discussed the question of additional accommodation. — [161, 132, 306, 174]
article-body: New Zealand News Correspondent. London, January 20. In the course of an interesting article, Mr Wakefield recalls the days of the great Pro-Consul and the part he played in the early history of the colony. — [465, 357, 610, 381]
ayer-bottle-illustration — [659, 631, 721, 723]
mails-text: WEDNESDAY, 24th MARCH. For Auckland and North, per Rarawa, 2 p.m. — [769, 195, 858, 213]
